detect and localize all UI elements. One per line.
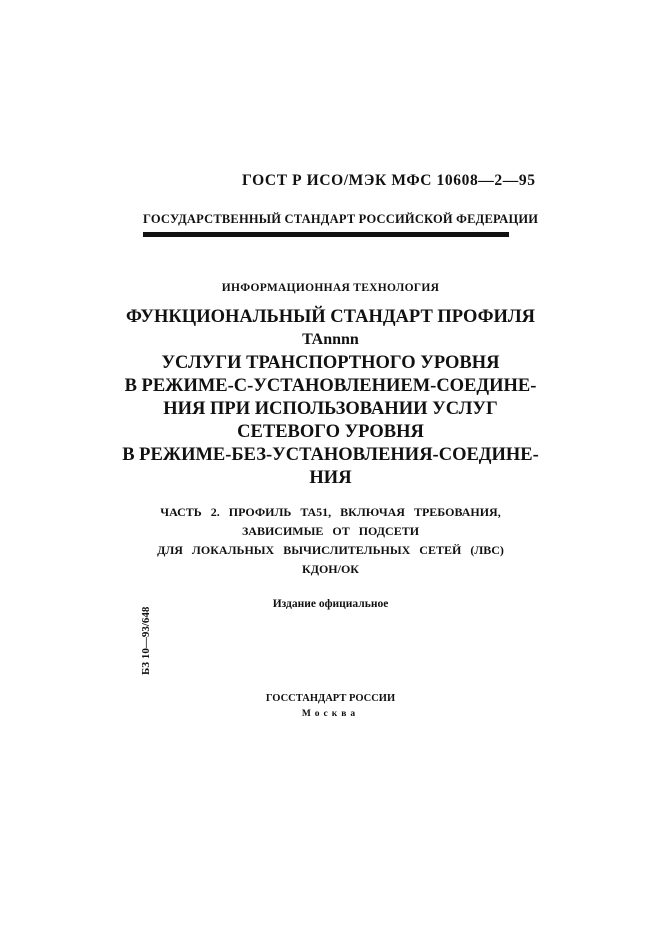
standard-designation: ГОСТ Р ИСО/МЭК МФС 10608—2—95: [242, 172, 536, 189]
title-line: СЕТЕВОГО УРОВНЯ: [237, 422, 424, 442]
title-line: В РЕЖИМЕ-С-УСТАНОВЛЕНИЕМ-СОЕДИНЕ-: [124, 376, 537, 396]
part-line: ДЛЯ ЛОКАЛЬНЫХ ВЫЧИСЛИТЕЛЬНЫХ СЕТЕЙ (ЛВС): [157, 543, 504, 557]
title-line: УСЛУГИ ТРАНСПОРТНОГО УРОВНЯ: [161, 353, 500, 373]
part-line: ЗАВИСИМЫЕ ОТ ПОДСЕТИ: [241, 524, 420, 538]
catalog-code: БЗ 10—93/648: [140, 606, 152, 675]
part-line: ЧАСТЬ 2. ПРОФИЛЬ TA51, ВКЛЮЧАЯ ТРЕБОВАНИЯ,: [160, 505, 501, 519]
title-line: ФУНКЦИОНАЛЬНЫЙ СТАНДАРТ ПРОФИЛЯ: [125, 307, 536, 327]
subject-heading: ИНФОРМАЦИОННАЯ ТЕХНОЛОГИЯ: [221, 282, 440, 294]
title-line: TAnnnn: [302, 331, 359, 348]
publisher: ГОССТАНДАРТ РОССИИ: [265, 693, 396, 704]
header-divider: [143, 232, 509, 237]
publisher-city: Москва: [301, 709, 360, 719]
title-line: В РЕЖИМЕ-БЕЗ-УСТАНОВЛЕНИЯ-СОЕДИНЕ-: [122, 445, 539, 465]
edition-note: Издание официальное: [272, 598, 389, 610]
title-line: НИЯ ПРИ ИСПОЛЬЗОВАНИИ УСЛУГ: [163, 399, 498, 419]
part-line: КДОН/ОК: [302, 562, 359, 576]
state-standard-heading: ГОСУДАРСТВЕННЫЙ СТАНДАРТ РОССИЙСКОЙ ФЕДЕРАЦИИ: [143, 212, 539, 226]
title-line: НИЯ: [309, 468, 352, 488]
